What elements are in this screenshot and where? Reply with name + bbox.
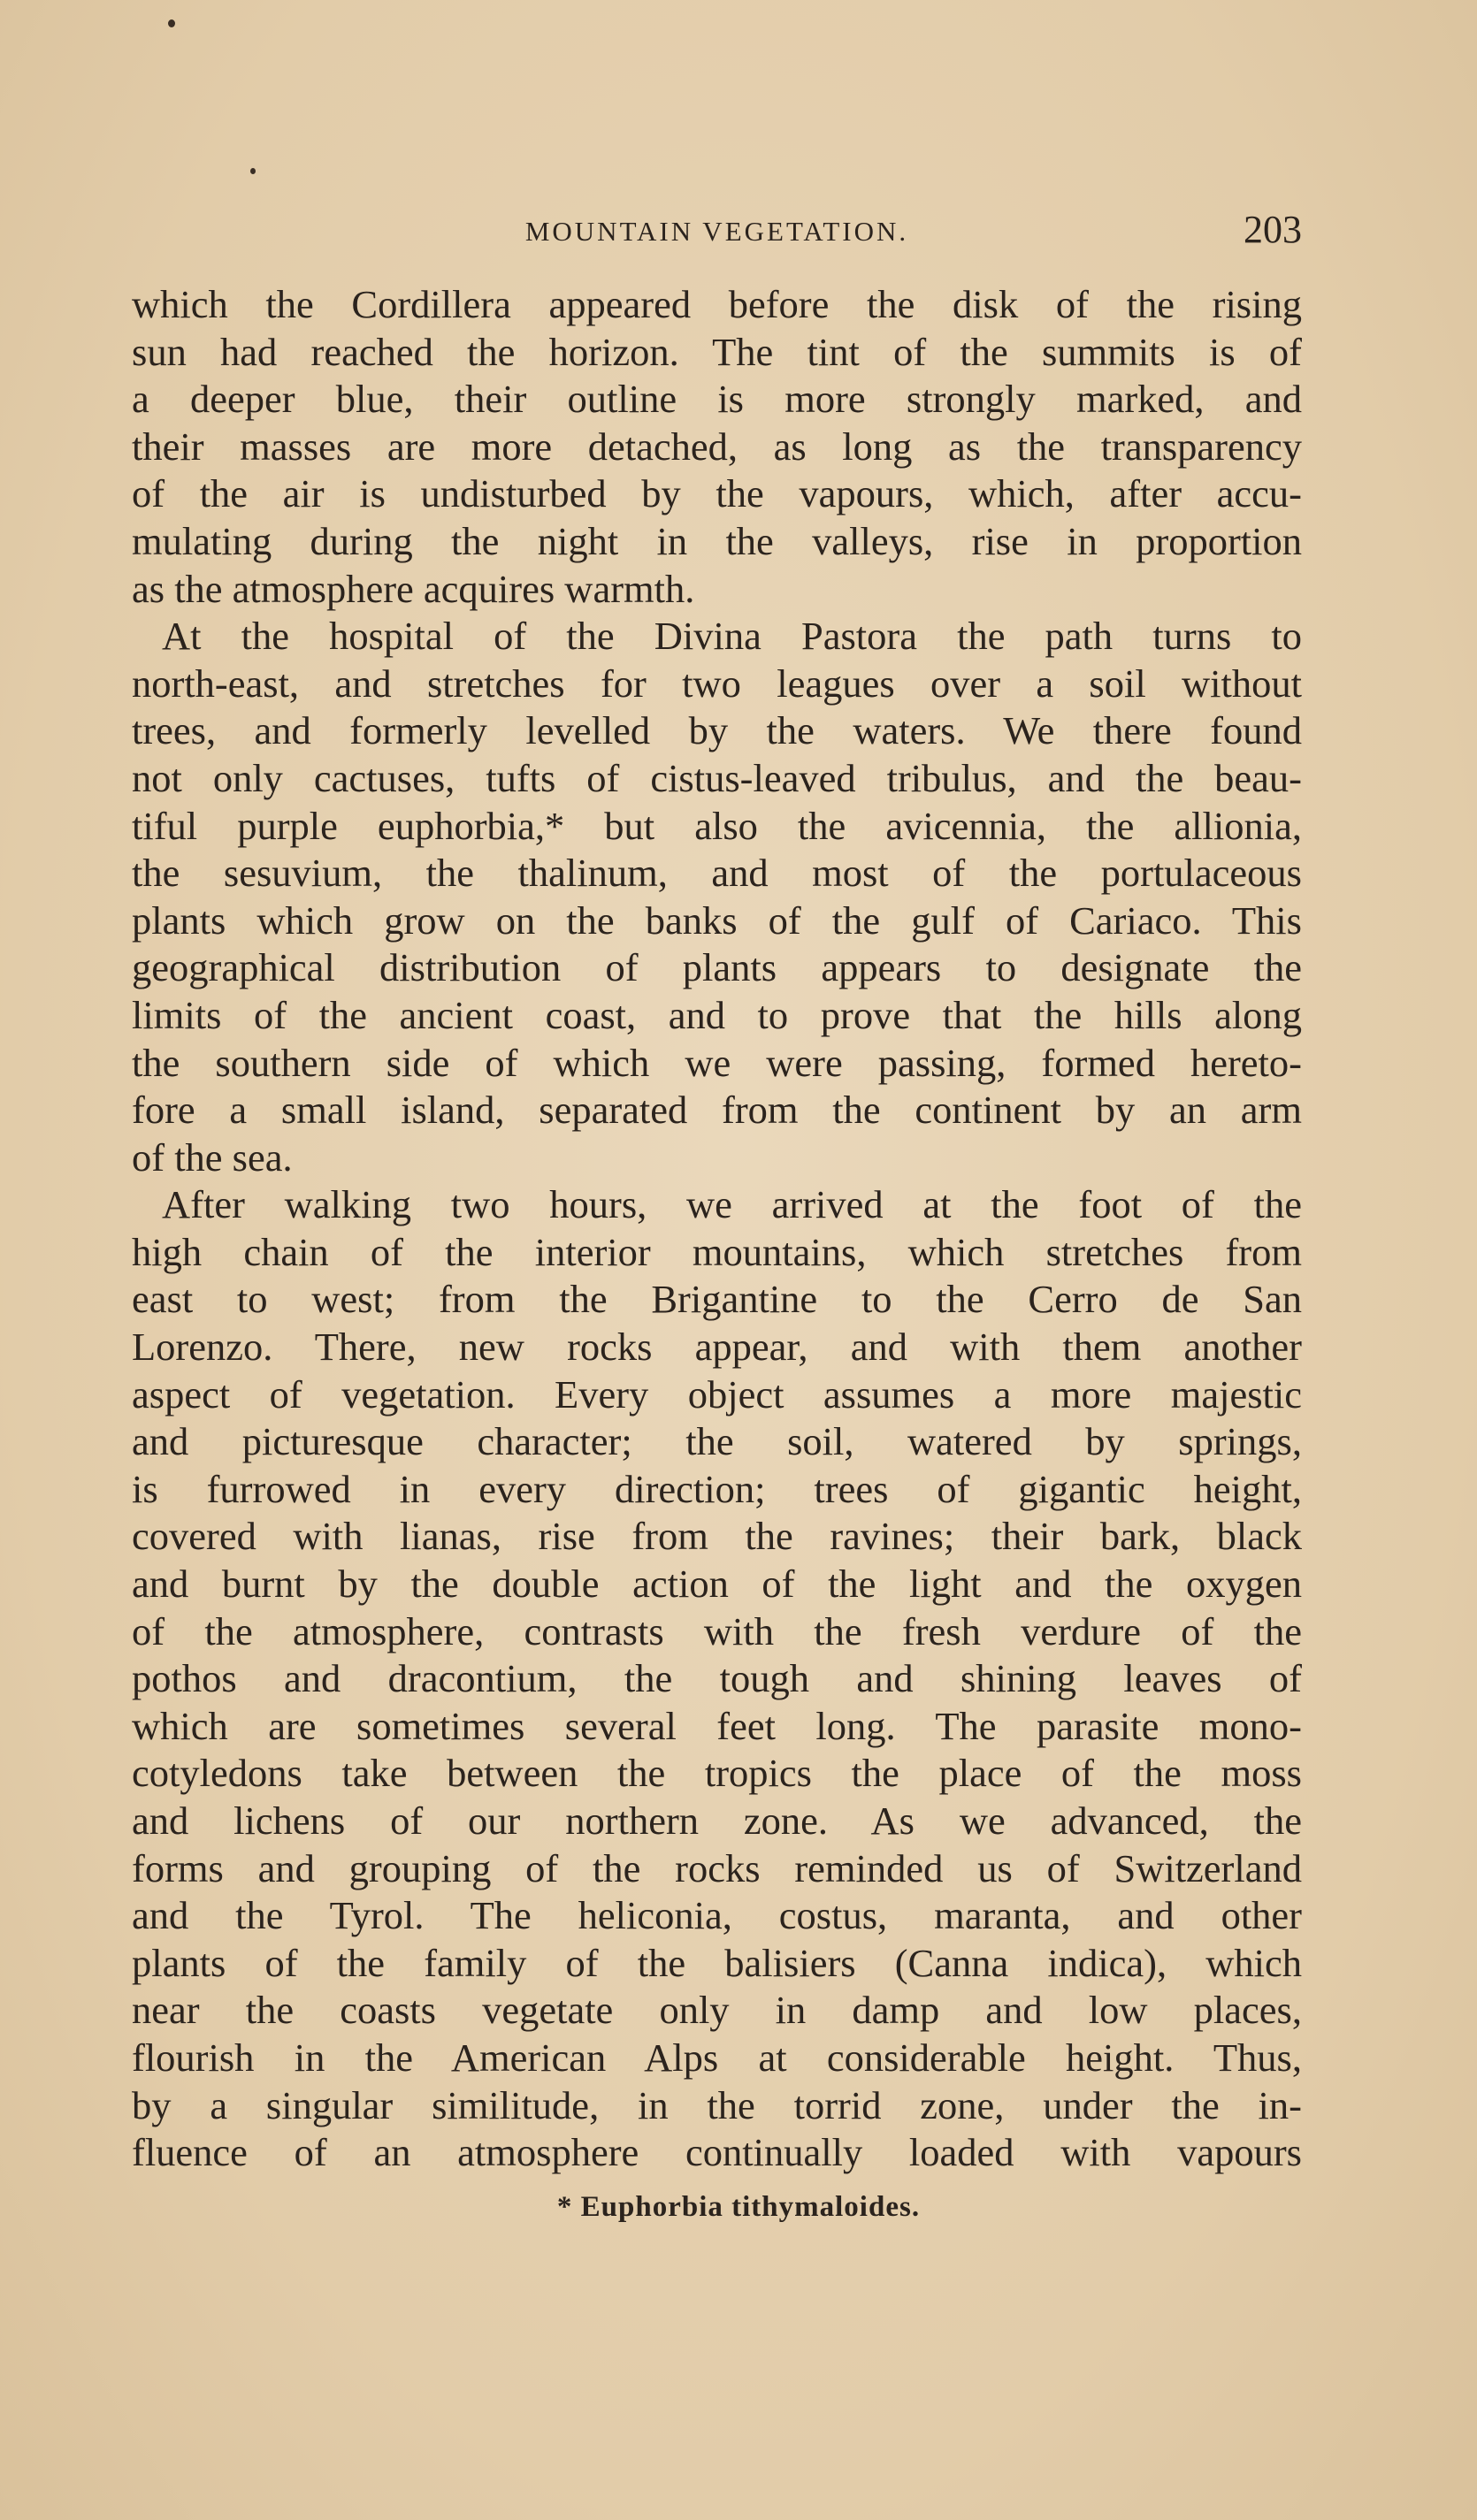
text-line: pothos and dracontium, the tough and shining leaves of (132, 1656, 1302, 1701)
text-line: fluence of an atmosphere continually loaded with vapours (132, 2130, 1302, 2175)
paragraph (132, 1181, 1302, 2176)
text-line: and the Tyrol. The heliconia, costus, maranta, and other (132, 1893, 1302, 1938)
text-line: is furrowed in every direction; trees of gigantic height, (132, 1466, 1302, 1511)
text-line: flourish in the American Alps at considerable height. Thus, (132, 2035, 1302, 2080)
running-head (132, 210, 1302, 255)
text-line: a deeper blue, their outline is more strongly marked, and (132, 377, 1302, 422)
text-line: the sesuvium, the thalinum, and most of the portulaceous (132, 851, 1302, 896)
text-line: plants of the family of the balisiers (Canna indica), which (132, 1940, 1302, 1985)
text-line: Lorenzo. There, new rocks appear, and with them another (132, 1325, 1302, 1370)
text-line: trees, and formerly levelled by the waters. We there found (132, 708, 1302, 753)
body-text (132, 281, 1302, 2177)
text-line: geographical distribution of plants appears to designate the (132, 945, 1302, 990)
text-line: of the air is undisturbed by the vapours, which, after accu- (132, 471, 1302, 516)
text-line: and burnt by the double action of the light and the oxygen (132, 1562, 1302, 1607)
text-line: tiful purple euphorbia,* but also the avicennia, the allionia, (132, 803, 1302, 848)
chapter-heading: MOUNTAIN VEGETATION. (524, 216, 909, 247)
text-line: limits of the ancient coast, and to prove that the hills along (132, 992, 1302, 1037)
text-line: their masses are more detached, as long as the transparency (132, 424, 1302, 469)
ink-speck (168, 19, 175, 27)
text-line: plants which grow on the banks of the gulf of Cariaco. This (132, 897, 1302, 943)
ink-speck (250, 168, 256, 174)
paragraph (132, 281, 1302, 613)
text-line: sun had reached the horizon. The tint of the summits is of (132, 329, 1302, 374)
text-line: and picturesque character; the soil, watered by springs, (132, 1419, 1302, 1464)
text-line: by a singular similitude, in the torrid zone, under the in- (132, 2082, 1302, 2127)
text-line: aspect of vegetation. Every object assumes a more majestic (132, 1371, 1302, 1417)
page-number: 203 (1244, 208, 1302, 251)
text-line: cotyledons take between the tropics the place of the moss (132, 1751, 1302, 1796)
text-line: high chain of the interior mountains, which stretches from (132, 1229, 1302, 1274)
text-line: near the coasts vegetate only in damp and low places, (132, 1988, 1302, 2033)
text-line: not only cactuses, tufts of cistus-leaved tribulus, and the beau- (132, 755, 1302, 800)
text-line: At the hospital of the Divina Pastora the path turns to (162, 614, 1302, 659)
text-line: and lichens of our northern zone. As we advanced, the (132, 1798, 1302, 1843)
text-line: of the sea. (132, 1134, 293, 1180)
footnote: * Euphorbia tithymaloides. (556, 2191, 921, 2223)
text-line: east to west; from the Brigantine to the Cerro de San (132, 1277, 1302, 1322)
text-line: After walking two hours, we arrived at the foot of the (162, 1182, 1302, 1227)
text-line: which the Cordillera appeared before the disk of the rising (132, 282, 1302, 326)
text-line: forms and grouping of the rocks reminded us of Switzerland (132, 1845, 1302, 1890)
text-line: which are sometimes several feet long. The parasite mono- (132, 1703, 1302, 1748)
text-line: of the atmosphere, contrasts with the fresh verdure of the (132, 1608, 1302, 1653)
text-line: as the atmosphere acquires warmth. (132, 566, 695, 611)
text-line: north-east, and stretches for two leagues over a soil without (132, 661, 1302, 706)
text-line: mulating during the night in the valleys, rise in proportion (132, 518, 1302, 563)
text-line: covered with lianas, rise from the ravines; their bark, black (132, 1514, 1302, 1559)
text-line: fore a small island, separated from the continent by an arm (132, 1088, 1302, 1133)
text-line: the southern side of which we were passing, formed hereto- (132, 1040, 1302, 1085)
paragraph (132, 613, 1302, 1181)
